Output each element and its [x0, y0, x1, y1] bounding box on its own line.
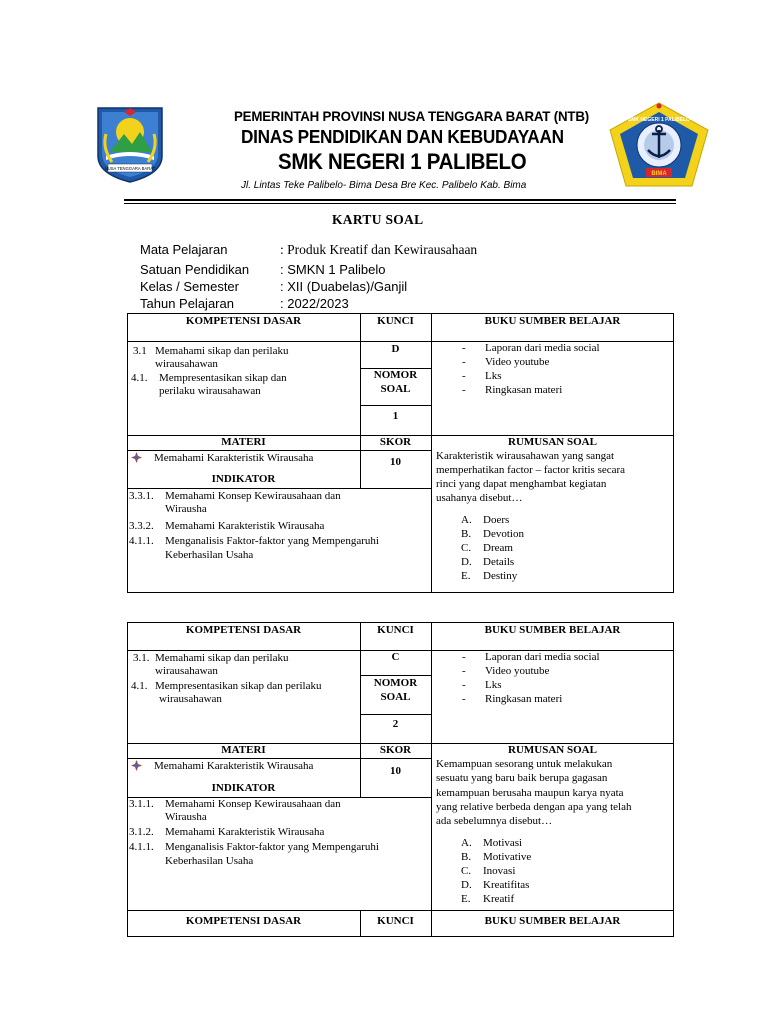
- header-indikator: INDIKATOR: [211, 473, 276, 485]
- kd-number: 3.1.: [133, 652, 150, 664]
- option-letter: B.: [461, 528, 472, 540]
- kd-text: Memahami sikap dan perilaku: [155, 652, 289, 664]
- option-text: Kreatifitas: [483, 879, 530, 891]
- option-text: Motivasi: [483, 837, 523, 849]
- four-arrow-bullet-icon: [131, 452, 142, 463]
- indikator-number: 3.3.1.: [129, 490, 154, 502]
- indikator-text: Menganalisis Faktor-faktor yang Mempengaruhi: [165, 535, 379, 547]
- materi-text: Memahami Karakteristik Wirausaha: [154, 760, 314, 772]
- source-item: Lks: [485, 679, 502, 691]
- option-letter: E.: [461, 893, 471, 905]
- option-text: Kreatif: [483, 893, 515, 905]
- indikator-text: Wirausha: [165, 503, 207, 515]
- nomor-soal-label: SOAL: [380, 383, 411, 395]
- indikator-text: Memahami Karakteristik Wirausaha: [165, 826, 325, 838]
- header-buku-sumber: BUKU SUMBER BELAJAR: [484, 624, 621, 636]
- nomor-soal-label: SOAL: [380, 691, 411, 703]
- kd-text: wirausahawan: [155, 665, 218, 677]
- meta-label: Kelas / Semester: [140, 279, 239, 294]
- option-text: Doers: [483, 514, 510, 526]
- header-materi: MATERI: [221, 436, 266, 448]
- indikator-number: 4.1.1.: [129, 841, 154, 853]
- source-item: Video youtube: [485, 356, 550, 368]
- kd-text: Memahami sikap dan perilaku: [155, 345, 289, 357]
- option-text: Inovasi: [483, 865, 516, 877]
- letterhead-rule-thin: [124, 203, 676, 204]
- option-letter: C.: [461, 542, 472, 554]
- option-letter: A.: [461, 514, 472, 526]
- meta-label: Mata Pelajaran: [140, 242, 228, 257]
- option-text: Details: [483, 556, 515, 568]
- header-skor: SKOR: [379, 436, 412, 448]
- kd-text: wirausahawan: [155, 358, 218, 370]
- meta-value: : SMKN 1 Palibelo: [280, 262, 386, 277]
- indikator-text: Keberhasilan Usaha: [165, 549, 254, 561]
- kd-number: 4.1.: [131, 680, 148, 692]
- header-kompetensi-dasar: KOMPETENSI DASAR: [185, 915, 302, 927]
- nomor-soal-label: NOMOR: [373, 677, 418, 689]
- indikator-text: Memahami Konsep Kewirausahaan dan: [165, 798, 341, 810]
- kd-text: Mempresentasikan sikap dan perilaku: [155, 680, 322, 692]
- school-logo: [606, 100, 712, 190]
- header-kompetensi-dasar: KOMPETENSI DASAR: [185, 624, 302, 636]
- option-text: Devotion: [483, 528, 524, 540]
- question-card-3-header: [127, 911, 674, 937]
- indikator-number: 3.1.1.: [129, 798, 154, 810]
- source-item: Lks: [485, 370, 502, 382]
- header-kompetensi-dasar: KOMPETENSI DASAR: [185, 315, 302, 327]
- source-item: Ringkasan materi: [485, 693, 563, 705]
- four-arrow-bullet-icon: [131, 760, 142, 771]
- option-text: Destiny: [483, 570, 518, 582]
- meta-label: Tahun Pelajaran: [140, 296, 234, 311]
- header-skor: SKOR: [379, 744, 412, 756]
- source-item: Laporan dari media social: [485, 651, 600, 663]
- kunci-value: C: [391, 651, 400, 663]
- kd-text: Mempresentasikan sikap dan: [159, 372, 287, 384]
- ntb-emblem-logo: [94, 104, 166, 184]
- indikator-text: Menganalisis Faktor-faktor yang Mempengaruhi: [165, 841, 379, 853]
- kd-number: 4.1.: [131, 372, 148, 384]
- option-letter: A.: [461, 837, 472, 849]
- skor-value: 10: [390, 456, 401, 468]
- source-item: Laporan dari media social: [485, 342, 600, 354]
- indikator-text: Memahami Karakteristik Wirausaha: [165, 520, 325, 532]
- letterhead-line-1: PEMERINTAH PROVINSI NUSA TENGGARA BARAT (NTB): [234, 108, 589, 124]
- header-rumusan-soal: RUMUSAN SOAL: [508, 436, 597, 448]
- indikator-text: Keberhasilan Usaha: [165, 855, 254, 867]
- header-buku-sumber: BUKU SUMBER BELAJAR: [484, 315, 621, 327]
- skor-value: 10: [390, 765, 401, 777]
- letterhead-school-name: SMK NEGERI 1 PALIBELO: [278, 149, 527, 174]
- option-text: Dream: [483, 542, 513, 554]
- meta-value: : Produk Kreatif dan Kewirausahaan: [280, 242, 478, 257]
- letterhead-address: Jl. Lintas Teke Palibelo- Bima Desa Bre Kec. Palibelo Kab. Bima: [241, 180, 527, 191]
- option-letter: D.: [461, 879, 472, 891]
- meta-label: Satuan Pendidikan: [140, 262, 250, 277]
- svg-text:NUSA TENGGARA BARAT: NUSA TENGGARA BARAT: [104, 166, 156, 171]
- question-card-2: KOMPETENSI DASAR KUNCI BUKU SUMBER BELAJAR 3.1. Memahami sikap dan perilaku wirausahawan 4.1. Mempresentasikan sikap dan perilaku wirausahawan C NOMOR SOAL 2 - Laporan dari media social - Video youtube - Lks - Ringkasan materi MATERI SKOR RUMUSAN SOAL Memahami Karakteristik Wirausaha 10 INDIKATOR 3.1.1. Memahami Konsep Kewirausahaan dan Wirausha 3.1.2. Memahami Karakteristik Wirausaha 4.1.1. Menganalisis Faktor-faktor yang Mempengaruhi Keberhasilan Usaha Kemampuan sesorang untuk melakukan sesuatu yang baru baik berupa gagasan kemampuan berusaha maupun karya nyata yang relative berbeda dengan apa yang telah ada sebelumnya disebut… A. Motivasi B. Motivative C. Inovasi D. Kreatifitas E. Kreatif: [127, 622, 674, 911]
- letterhead-rule-thick: [124, 199, 676, 201]
- meta-value: : XII (Duabelas)/Ganjil: [280, 279, 408, 294]
- header-indikator: INDIKATOR: [211, 782, 276, 794]
- letterhead-line-2: DINAS PENDIDIKAN DAN KEBUDAYAAN: [241, 126, 564, 147]
- source-item: Video youtube: [485, 665, 550, 677]
- header-materi: MATERI: [221, 744, 266, 756]
- indikator-text: Memahami Konsep Kewirausahaan dan: [165, 490, 341, 502]
- indikator-text: Wirausha: [165, 811, 207, 823]
- header-buku-sumber: BUKU SUMBER BELAJAR: [484, 915, 621, 927]
- header-kunci: KUNCI: [377, 624, 414, 636]
- meta-value: : 2022/2023: [280, 296, 349, 311]
- option-letter: C.: [461, 865, 472, 877]
- indikator-number: 4.1.1.: [129, 535, 154, 547]
- svg-text:SMK NEGERI 1 PALIBELO: SMK NEGERI 1 PALIBELO: [627, 117, 691, 123]
- document-title: KARTU SOAL: [332, 212, 424, 227]
- header-rumusan-soal: RUMUSAN SOAL: [508, 744, 597, 756]
- header-kunci: KUNCI: [377, 315, 414, 327]
- nomor-soal-label: NOMOR: [373, 369, 418, 381]
- materi-text: Memahami Karakteristik Wirausaha: [154, 452, 314, 464]
- option-letter: B.: [461, 851, 472, 863]
- svg-text:BIMA: BIMA: [651, 171, 667, 177]
- kd-number: 3.1: [133, 345, 147, 357]
- question-card-1: KOMPETENSI DASAR KUNCI BUKU SUMBER BELAJAR 3.1 Memahami sikap dan perilaku wirausahawan 4.1. Mempresentasikan sikap dan perilaku wirausahawan D NOMOR SOAL 1 - Laporan dari media social - Video youtube - Lks - Ringkasan materi MATERI SKOR RUMUSAN SOAL Memahami Karakteristik Wirausaha 10 INDIKATOR 3.3.1. Memahami Konsep Kewirausahaan dan Wirausha 3.3.2. Memahami Karakteristik Wirausaha 4.1.1. Menganalisis Faktor-faktor yang Mempengaruhi Keberhasilan Usaha Karakteristik wirausahawan yang sangat memperhatikan factor – factor kritis secara rinci yang dapat menghambat kegiatan usahanya disebut… A. Doers B. Devotion C. Dream D. Details E. Destiny: [127, 313, 674, 593]
- option-letter: D.: [461, 556, 472, 568]
- nomor-soal-value: 2: [392, 718, 399, 730]
- nomor-soal-value: 1: [392, 410, 399, 422]
- header-kunci: KUNCI: [377, 915, 414, 927]
- option-letter: E.: [461, 570, 471, 582]
- source-item: Ringkasan materi: [485, 384, 563, 396]
- indikator-number: 3.1.2.: [129, 826, 154, 838]
- kd-text: wirausahawan: [159, 693, 222, 705]
- indikator-number: 3.3.2.: [129, 520, 154, 532]
- kd-text: perilaku wirausahawan: [159, 385, 261, 397]
- option-text: Motivative: [483, 851, 532, 863]
- kunci-value: D: [391, 343, 400, 355]
